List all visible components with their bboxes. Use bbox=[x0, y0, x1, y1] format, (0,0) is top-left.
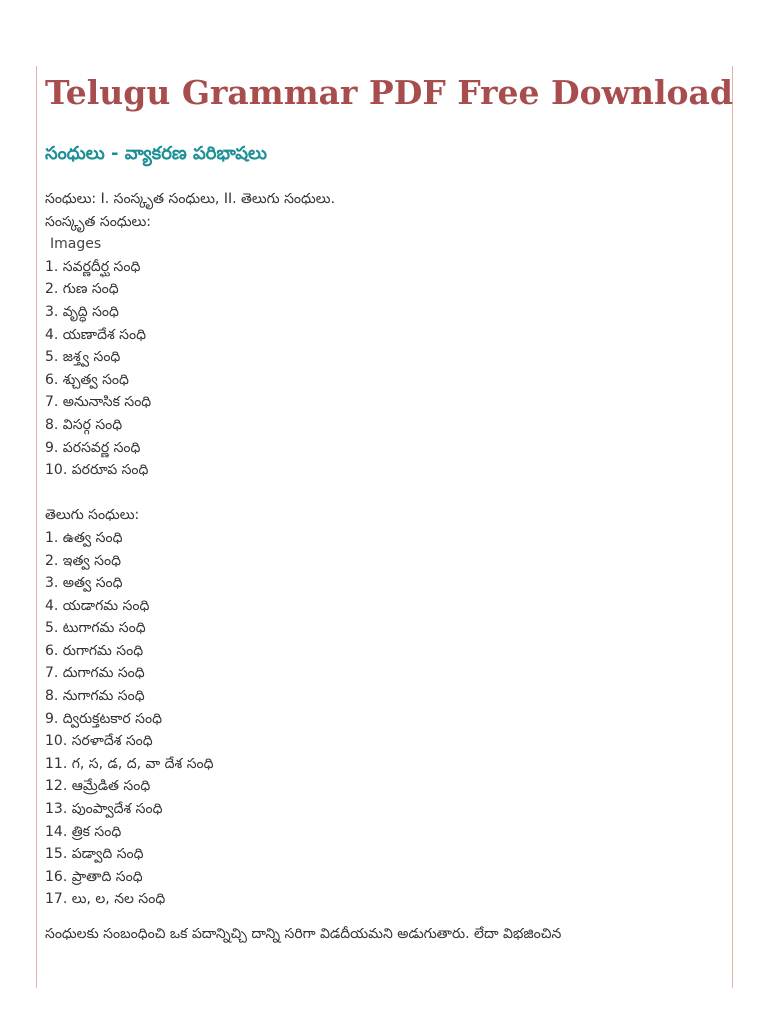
footer-paragraph: సంధులకు సంబంధించి ఒక పదాన్నిచ్చి దాన్ని సరిగా విడదీయమని అడుగుతారు. లేదా విభజించిన bbox=[45, 926, 562, 942]
list-item: 5. జశ్త్వ సంధి bbox=[45, 349, 121, 366]
list-item: 9. ద్విరుక్తటకార సంధి bbox=[45, 710, 162, 727]
document-page bbox=[36, 66, 733, 988]
list-item: 2. ఇత్వ సంధి bbox=[45, 552, 121, 569]
list-item: 17. లు, ల, నల సంధి bbox=[45, 891, 166, 908]
list-item: 8. నుగాగమ సంధి bbox=[45, 688, 145, 705]
list-item: 3. అత్వ సంధి bbox=[45, 575, 123, 592]
telugu-sandhi-list bbox=[45, 527, 724, 911]
list-item: 4. యణాదేశ సంధి bbox=[45, 326, 146, 343]
list-item: 7. దుగాగమ సంధి bbox=[45, 665, 145, 682]
list-item: 5. టుగాగమ సంధి bbox=[45, 620, 146, 637]
list-item: 13. పుంప్వాదేశ సంధి bbox=[45, 801, 163, 818]
list-item: 15. పడ్వాది సంధి bbox=[45, 846, 144, 863]
list-item: 6. శ్చుత్వ సంధి bbox=[45, 371, 129, 388]
list-item: 14. త్రిక సంధి bbox=[45, 823, 122, 840]
list-item: 10. సరళాదేశ సంధి bbox=[45, 733, 153, 750]
page-title: Telugu Grammar PDF Free Download bbox=[45, 73, 733, 112]
list-item: 10. పరరూప సంధి bbox=[45, 462, 149, 479]
list-item: 2. గుణ సంధి bbox=[45, 281, 119, 298]
page-subtitle: సంధులు - వ్యాకరణ పరిభాషలు bbox=[45, 143, 268, 164]
images-label: Images bbox=[50, 236, 102, 253]
list-item: 16. ప్రాతాది సంధి bbox=[45, 868, 143, 885]
sanskrit-sandhi-list bbox=[45, 256, 724, 482]
list-item: 3. వృద్ధి సంధి bbox=[45, 303, 119, 320]
list-item: 8. విసర్గ సంధి bbox=[45, 416, 123, 433]
list-item: 1. ఉత్వ సంధి bbox=[45, 529, 123, 546]
list-item: 9. పరసవర్ణ సంధి bbox=[45, 439, 141, 456]
sanskrit-sandhi-heading: సంస్కృత సంధులు: bbox=[45, 213, 152, 230]
list-item: 4. యడాగమ సంధి bbox=[45, 597, 150, 614]
intro-line-sandhi-types: సంధులు: I. సంస్కృత సంధులు, II. తెలుగు సంధులు. bbox=[45, 191, 335, 207]
section-spacer bbox=[45, 482, 724, 505]
article-body bbox=[45, 188, 724, 911]
document-content bbox=[45, 66, 733, 960]
list-item: 6. రుగాగమ సంధి bbox=[45, 642, 144, 659]
list-item: 12. ఆమ్రేడిత సంధి bbox=[45, 778, 151, 795]
telugu-sandhi-heading: తెలుగు సంధులు: bbox=[45, 507, 140, 524]
list-item: 1. సవర్ణదీర్ఘ సంధి bbox=[45, 258, 141, 275]
list-item: 11. గ, స, డ, ద, వా దేశ సంధి bbox=[45, 755, 214, 772]
list-item: 7. అనునాసిక సంధి bbox=[45, 394, 152, 411]
